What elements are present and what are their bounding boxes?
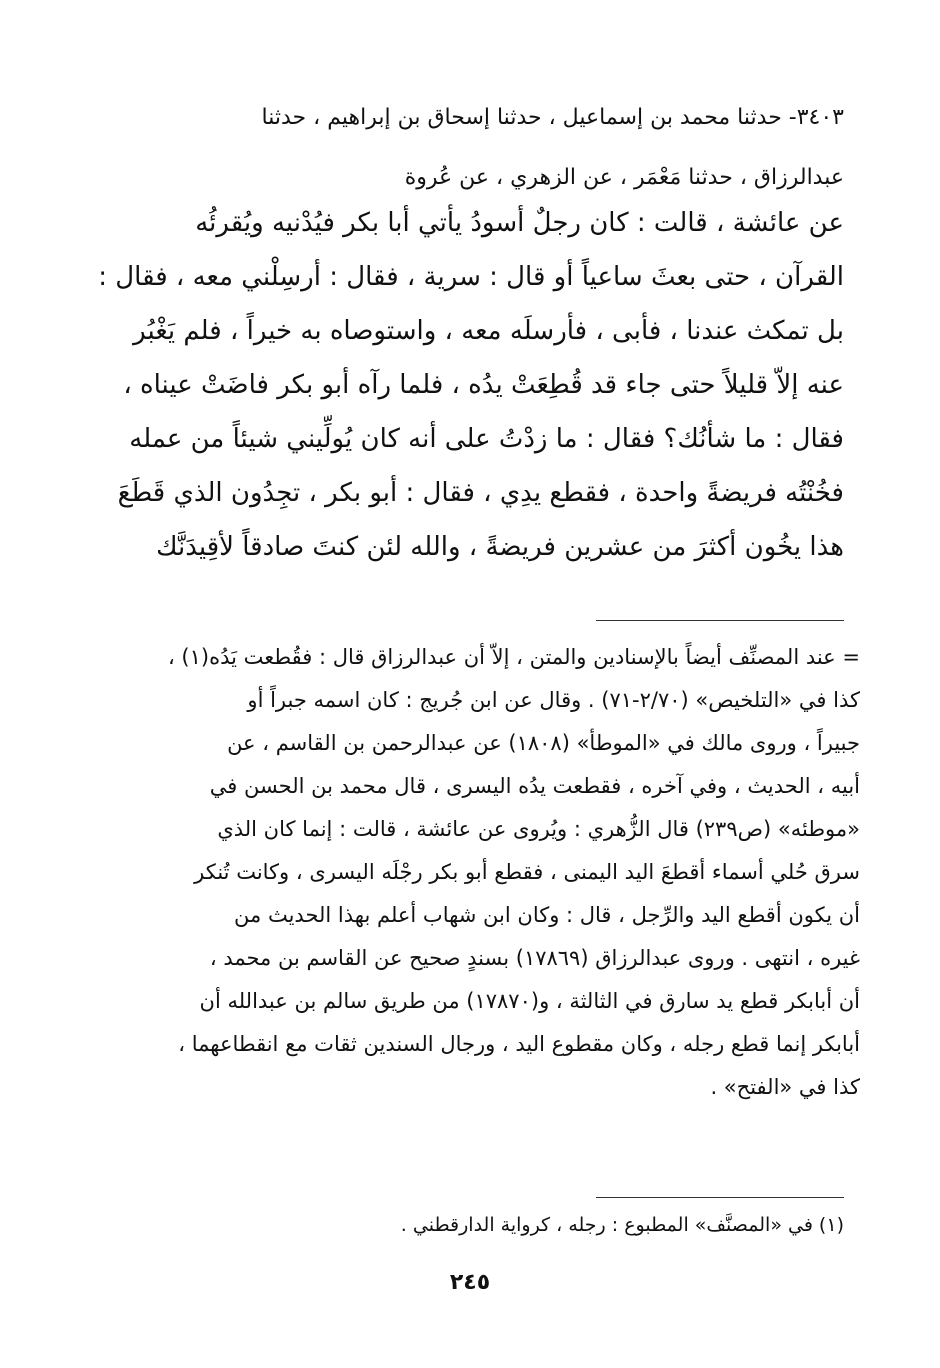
commentary-line: أن أبابكر قطع يد سارق في الثالثة ، و(١٧٨٧٠) من طريق سالم بن عبدالله أن (199, 989, 860, 1013)
commentary-line: كذا في «الفتح» . (710, 1075, 860, 1099)
footnote-text: (١) في «المصنَّف» المطبوع : رجله ، كرواية الدارقطني . (400, 1214, 844, 1236)
matn-line: فقال : ما شأنُك؟ فقال : ما زدْتُ على أنه كان يُولِّيني شيئاً من عمله (129, 424, 844, 454)
commentary-line: كذا في «التلخيص» (٢/٧٠-٧١) . وقال عن ابن جُريج : كان اسمه جبراً أو (247, 688, 860, 712)
matn-line: القرآن ، حتى بعثَ ساعياً أو قال : سرية ، فقال : أرسِلْني معه ، فقال : (98, 262, 844, 292)
matn-line: عنه إلاّ قليلاً حتى جاء قد قُطِعَتْ يدُه ، فلما رآه أبو بكر فاضَتْ عيناه ، (123, 370, 844, 400)
commentary-line: غيره ، انتهى . وروى عبدالرزاق (١٧٨٦٩) بسندٍ صحيح عن القاسم بن محمد ، (209, 946, 860, 970)
commentary-line: أن يكون أقطع اليد والرِّجل ، قال : وكان ابن شهاب أعلم بهذا الحديث من (234, 903, 860, 927)
matn-line: بل تمكث عندنا ، فأبى ، فأرسلَه معه ، واستوصاه به خيراً ، فلم يَغْبُر (133, 316, 844, 346)
isnad-line: ٣٤٠٣- حدثنا محمد بن إسماعيل ، حدثنا إسحاق بن إبراهيم ، حدثنا (261, 105, 844, 130)
commentary-notes (80, 636, 860, 1109)
matn-line: هذا يخُون أكثرَ من عشرين فريضةً ، والله لئن كنتَ صادقاً لأقِيدَنَّك (156, 532, 844, 562)
commentary-line: أبابكر إنما قطع رجله ، وكان مقطوع اليد ، ورجال السندين ثقات مع انقطاعهما ، (178, 1032, 860, 1056)
isnad-line: عبدالرزاق ، حدثنا مَعْمَر ، عن الزهري ، عن عُروة (404, 165, 844, 190)
matn-line: فخُنْتُه فريضةً واحدة ، فقطع يدِي ، فقال : أبو بكر ، تجِدُون الذي قَطَعَ (117, 478, 844, 508)
footnote (84, 1205, 844, 1245)
notes-separator (596, 620, 844, 621)
matn-line: عن عائشة ، قالت : كان رجلٌ أسودُ يأتي أبا بكر فيُدْنيه ويُقرئُه (195, 208, 844, 238)
page-number: ٢٤٥ (449, 1270, 491, 1295)
commentary-line: أبيه ، الحديث ، وفي آخره ، فقطعت يدُه اليسرى ، قال محمد بن الحسن في (209, 774, 860, 798)
commentary-line: «موطئه» (ص٢٣٩) قال الزُّهري : ويُروى عن عائشة ، قالت : إنما كان الذي (217, 817, 860, 841)
footnote-separator (596, 1197, 844, 1198)
commentary-line: سرق حُلي أسماء أقطعَ اليد اليمنى ، فقطع أبو بكر رجْلَه اليسرى ، وكانت تُنكر (194, 860, 860, 884)
hadith-isnad (84, 88, 844, 208)
hadith-matn (84, 196, 844, 574)
commentary-line: جبيراً ، وروى مالك في «الموطأ» (١٨٠٨) عن عبدالرحمن بن القاسم ، عن (227, 731, 860, 755)
commentary-line: = عند المصنِّف أيضاً بالإسنادين والمتن ، إلاّ أن عبدالرزاق قال : فقُطعت يَدُه(١) ، (167, 645, 860, 669)
